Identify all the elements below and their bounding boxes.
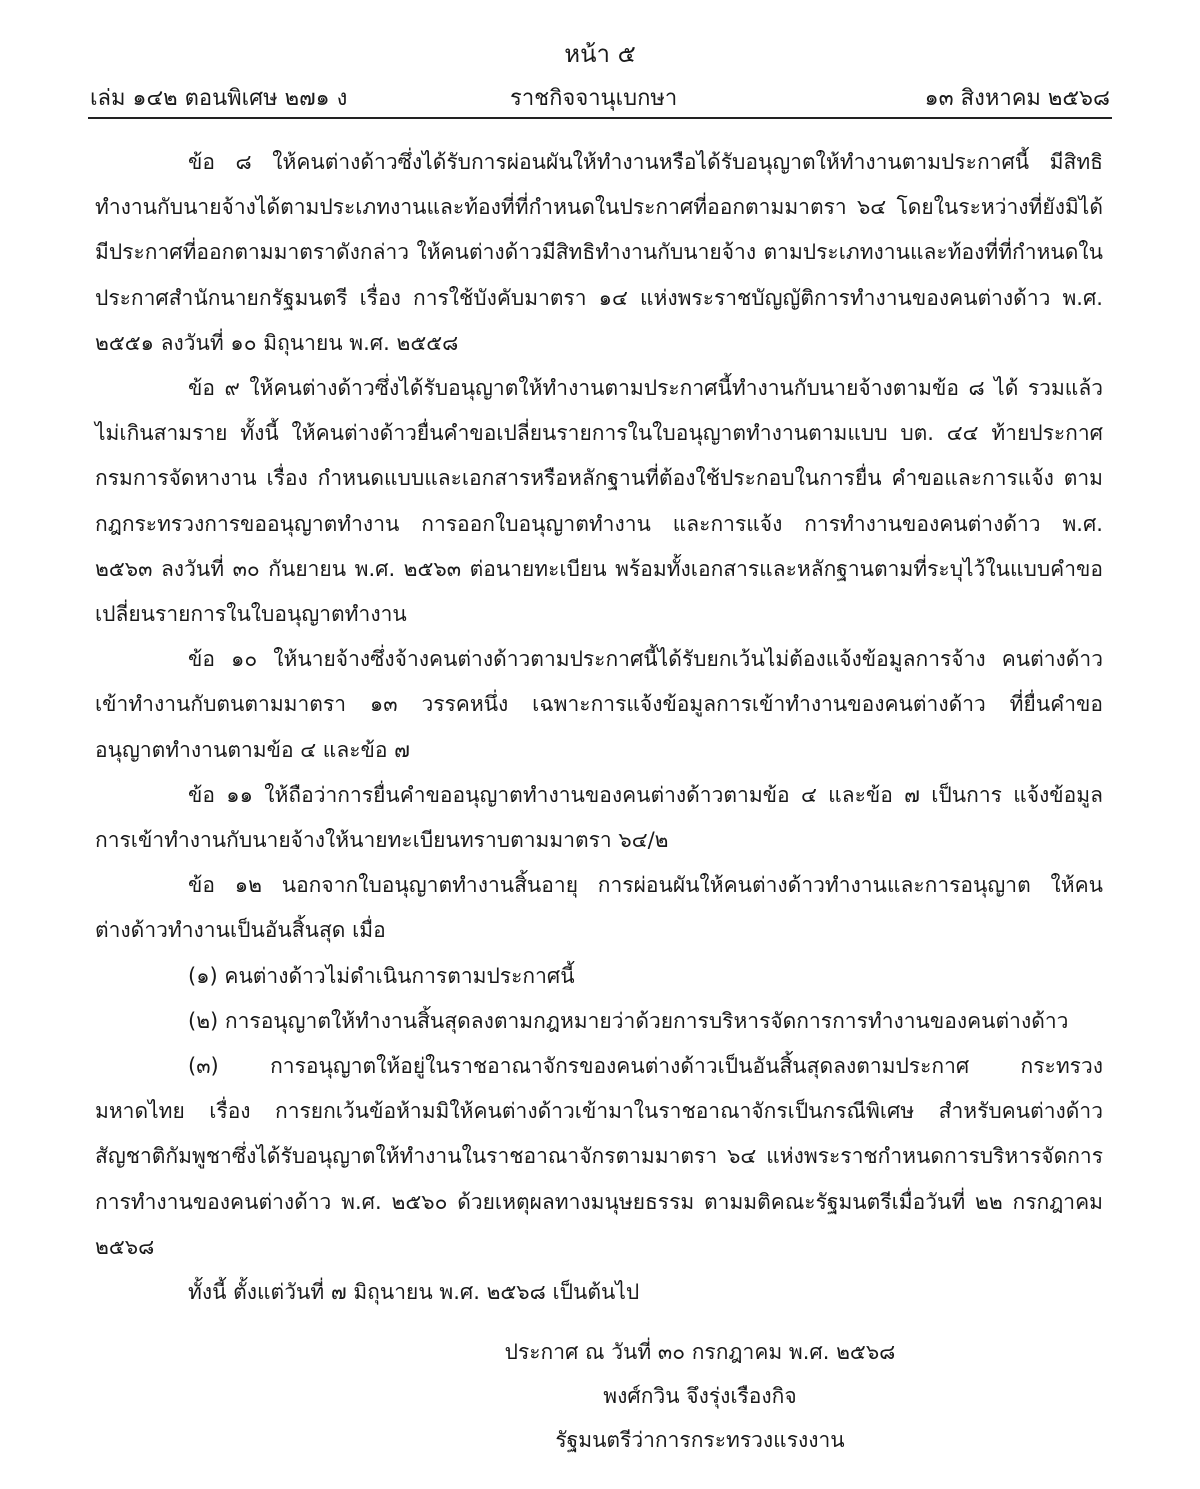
publication-title: ราชกิจจานุเบกษา — [510, 86, 678, 111]
clause-12-item-1: (๑) คนต่างด้าวไม่ดำเนินการตามประกาศนี้ — [188, 963, 575, 988]
signatory-position: รัฐมนตรีว่าการกระทรวงแรงงาน — [555, 1428, 845, 1452]
signature-block — [400, 1330, 1000, 1462]
gazette-header — [90, 80, 1110, 112]
clause-8: ข้อ ๘ ให้คนต่างด้าวซึ่งได้รับการผ่อนผันให้ทำงานหรือได้รับอนุญาตให้ทำงานตามประกาศนี้ มีสิทธิทำงานกับนายจ้างได้ตามประเภทงานและท้องที่ที่กำหนดในประกาศที่ออกตามมาตรา ๖๔ โดยในระหว่างที่ยังมิได้มีประกาศที่ออกตามมาตราดังกล่าว ให้คนต่างด้าวมีสิทธิทำงานกับนายจ้าง ตามประเภทงานและท้องที่ที่กำหนดในประกาศสำนักนายกรัฐมนตรี เรื่อง การใช้บังคับมาตรา ๑๔ แห่งพระราชบัญญัติการทำงานของคนต่างด้าว พ.ศ. ๒๕๕๑ ลงวันที่ ๑๐ มิถุนายน พ.ศ. ๒๕๕๘ — [95, 150, 1103, 355]
clause-9: ข้อ ๙ ให้คนต่างด้าวซึ่งได้รับอนุญาตให้ทำงานตามประกาศนี้ทำงานกับนายจ้างตามข้อ ๘ ได้ รวมแล้วไม่เกินสามราย ทั้งนี้ ให้คนต่างด้าวยื่นคำขอเปลี่ยนรายการในใบอนุญาตทำงานตามแบบ บต. ๔๔ ท้ายประกาศกรมการจัดหางาน เรื่อง กำหนดแบบและเอกสารหรือหลักฐานที่ต้องใช้ประกอบในการยื่น คำขอและการแจ้ง ตามกฎกระทรวงการขออนุญาตทำงาน การออกใบอนุญาตทำงาน และการแจ้ง การทำงานของคนต่างด้าว พ.ศ. ๒๕๖๓ ลงวันที่ ๓๐ กันยายน พ.ศ. ๒๕๖๓ ต่อนายทะเบียน พร้อมทั้งเอกสารและหลักฐานตามที่ระบุไว้ในแบบคำขอเปลี่ยนรายการในใบอนุญาตทำงาน — [95, 376, 1103, 627]
publication-date: ๑๓ สิงหาคม ๒๕๖๘ — [924, 86, 1110, 111]
document-body — [95, 140, 1103, 1315]
clause-12-item-3: (๓) การอนุญาตให้อยู่ในราชอาณาจักรของคนต่างด้าวเป็นอันสิ้นสุดลงตามประกาศ กระทรวงมหาดไทย เรื่อง การยกเว้นข้อห้ามมิให้คนต่างด้าวเข้ามาในราชอาณาจักรเป็นกรณีพิเศษ สำหรับคนต่างด้าวสัญชาติกัมพูชาซึ่งได้รับอนุญาตให้ทำงานในราชอาณาจักรตามมาตรา ๖๔ แห่งพระราชกำหนดการบริหารจัดการการทำงานของคนต่างด้าว พ.ศ. ๒๕๖๐ ด้วยเหตุผลทางมนุษยธรรม ตามมติคณะรัฐมนตรีเมื่อวันที่ ๒๒ กรกฎาคม ๒๕๖๘ — [95, 1054, 1103, 1259]
clause-12-item-2: (๒) การอนุญาตให้ทำงานสิ้นสุดลงตามกฎหมายว่าด้วยการบริหารจัดการการทำงานของคนต่างด้าว — [188, 1008, 1069, 1033]
effective-date-clause: ทั้งนี้ ตั้งแต่วันที่ ๗ มิถุนายน พ.ศ. ๒๕๖๘ เป็นต้นไป — [188, 1280, 640, 1305]
clause-10: ข้อ ๑๐ ให้นายจ้างซึ่งจ้างคนต่างด้าวตามประกาศนี้ได้รับยกเว้นไม่ต้องแจ้งข้อมูลการจ้าง คนต่างด้าวเข้าทำงานกับตนตามมาตรา ๑๓ วรรคหนึ่ง เฉพาะการแจ้งข้อมูลการเข้าทำงานของคนต่างด้าว ที่ยื่นคำขออนุญาตทำงานตามข้อ ๔ และข้อ ๗ — [95, 647, 1103, 762]
clause-11: ข้อ ๑๑ ให้ถือว่าการยื่นคำขออนุญาตทำงานของคนต่างด้าวตามข้อ ๔ และข้อ ๗ เป็นการ แจ้งข้อมูลการเข้าทำงานกับนายจ้างให้นายทะเบียนทราบตามมาตรา ๖๔/๒ — [95, 782, 1103, 853]
announcement-date: ประกาศ ณ วันที่ ๓๐ กรกฎาคม พ.ศ. ๒๕๖๘ — [504, 1340, 896, 1364]
clause-12: ข้อ ๑๒ นอกจากใบอนุญาตทำงานสิ้นอายุ การผ่อนผันให้คนต่างด้าวทำงานและการอนุญาต ให้คนต่างด้าวทำงานเป็นอันสิ้นสุด เมื่อ — [95, 873, 1103, 943]
page-number: หน้า ๕ — [564, 40, 636, 68]
header-divider — [88, 117, 1112, 119]
signatory-name: พงศ์กวิน จึงรุ่งเรืองกิจ — [603, 1384, 797, 1408]
volume-issue: เล่ม ๑๔๒ ตอนพิเศษ ๒๗๑ ง — [90, 86, 348, 111]
